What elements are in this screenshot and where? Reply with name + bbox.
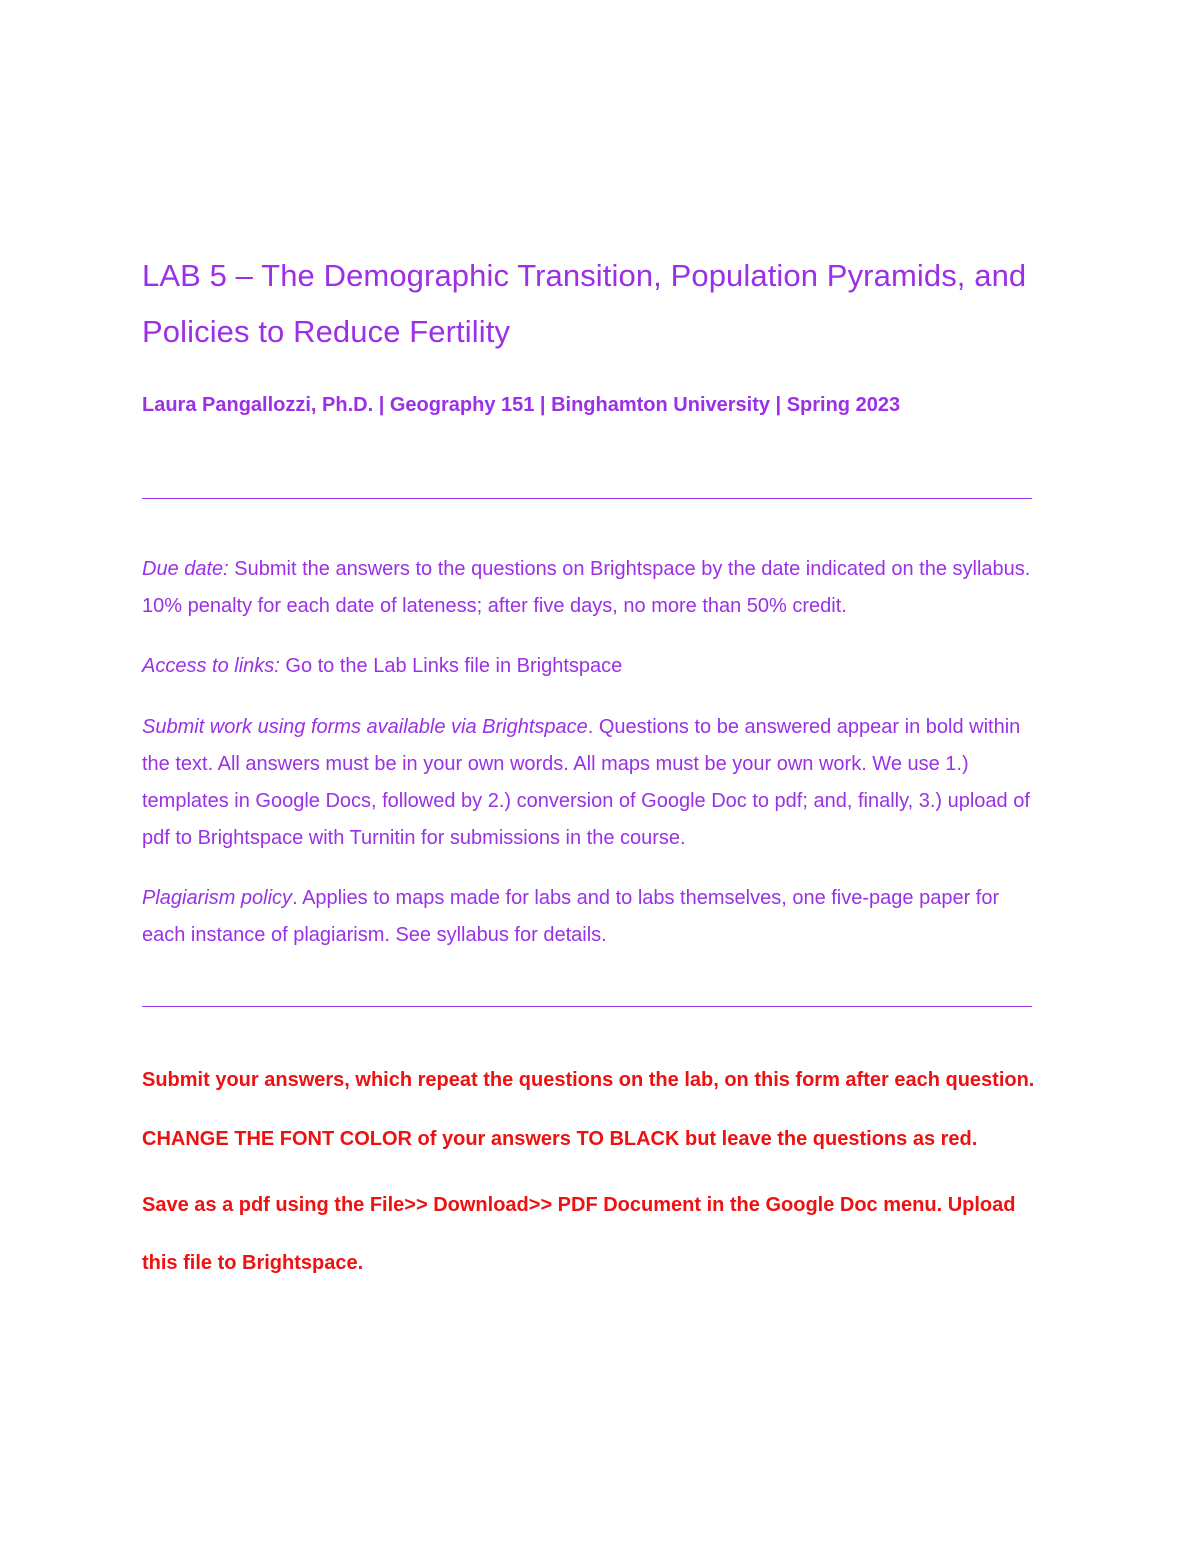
title-line-2: Policies to Reduce Fertility bbox=[142, 314, 511, 349]
author-byline: Laura Pangallozzi, Ph.D. | Geography 151 | Binghamton University | Spring 2023 bbox=[142, 394, 901, 416]
due-date-label: Due date: bbox=[142, 558, 229, 580]
instruction-submit-answers: Submit your answers, which repeat the questions on the lab, on this form after each question. bbox=[142, 1069, 1035, 1091]
due-date-text: Submit the answers to the questions on Brightspace by the date indicated on the syllabus. 10% penalty for each date of lateness; after five days, no more than 50% credit. bbox=[142, 558, 1031, 617]
due-date-paragraph bbox=[142, 551, 1042, 625]
submit-work-text: . Questions to be answered appear in bold within the text. All answers must be in your own words. All maps must be your own work. We use 1.) templates in Google Docs, followed by 2.) conversion of Google Doc to pdf; and, finally, 3.) upload of pdf to Brightspace with Turnitin for submissions in the course. bbox=[142, 716, 1030, 849]
plagiarism-text: . Applies to maps made for labs and to labs themselves, one five-page paper for each instance of plagiarism. See syllabus for details. bbox=[142, 887, 1000, 946]
plagiarism-paragraph bbox=[142, 880, 1042, 954]
plagiarism-label: Plagiarism policy bbox=[142, 887, 293, 909]
document-title bbox=[142, 248, 1042, 360]
access-links-text: Go to the Lab Links file in Brightspace bbox=[279, 655, 623, 677]
submit-work-paragraph bbox=[142, 709, 1042, 857]
title-line-1: LAB 5 – The Demographic Transition, Population Pyramids, and bbox=[142, 258, 1027, 293]
access-links-paragraph bbox=[142, 648, 1042, 685]
document-content bbox=[142, 248, 1042, 1292]
divider-top bbox=[142, 498, 1032, 499]
instruction-save-pdf: Save as a pdf using the File>> Download>> PDF Document in the Google Doc menu. Upload this file to Brightspace. bbox=[142, 1194, 1016, 1274]
instruction-font-color: CHANGE THE FONT COLOR of your answers TO BLACK but leave the questions as red. bbox=[142, 1128, 978, 1150]
access-links-label: Access to links: bbox=[142, 655, 280, 677]
submit-work-label: Submit work using forms available via Brightspace bbox=[142, 716, 588, 738]
divider-bottom bbox=[142, 1006, 1032, 1007]
